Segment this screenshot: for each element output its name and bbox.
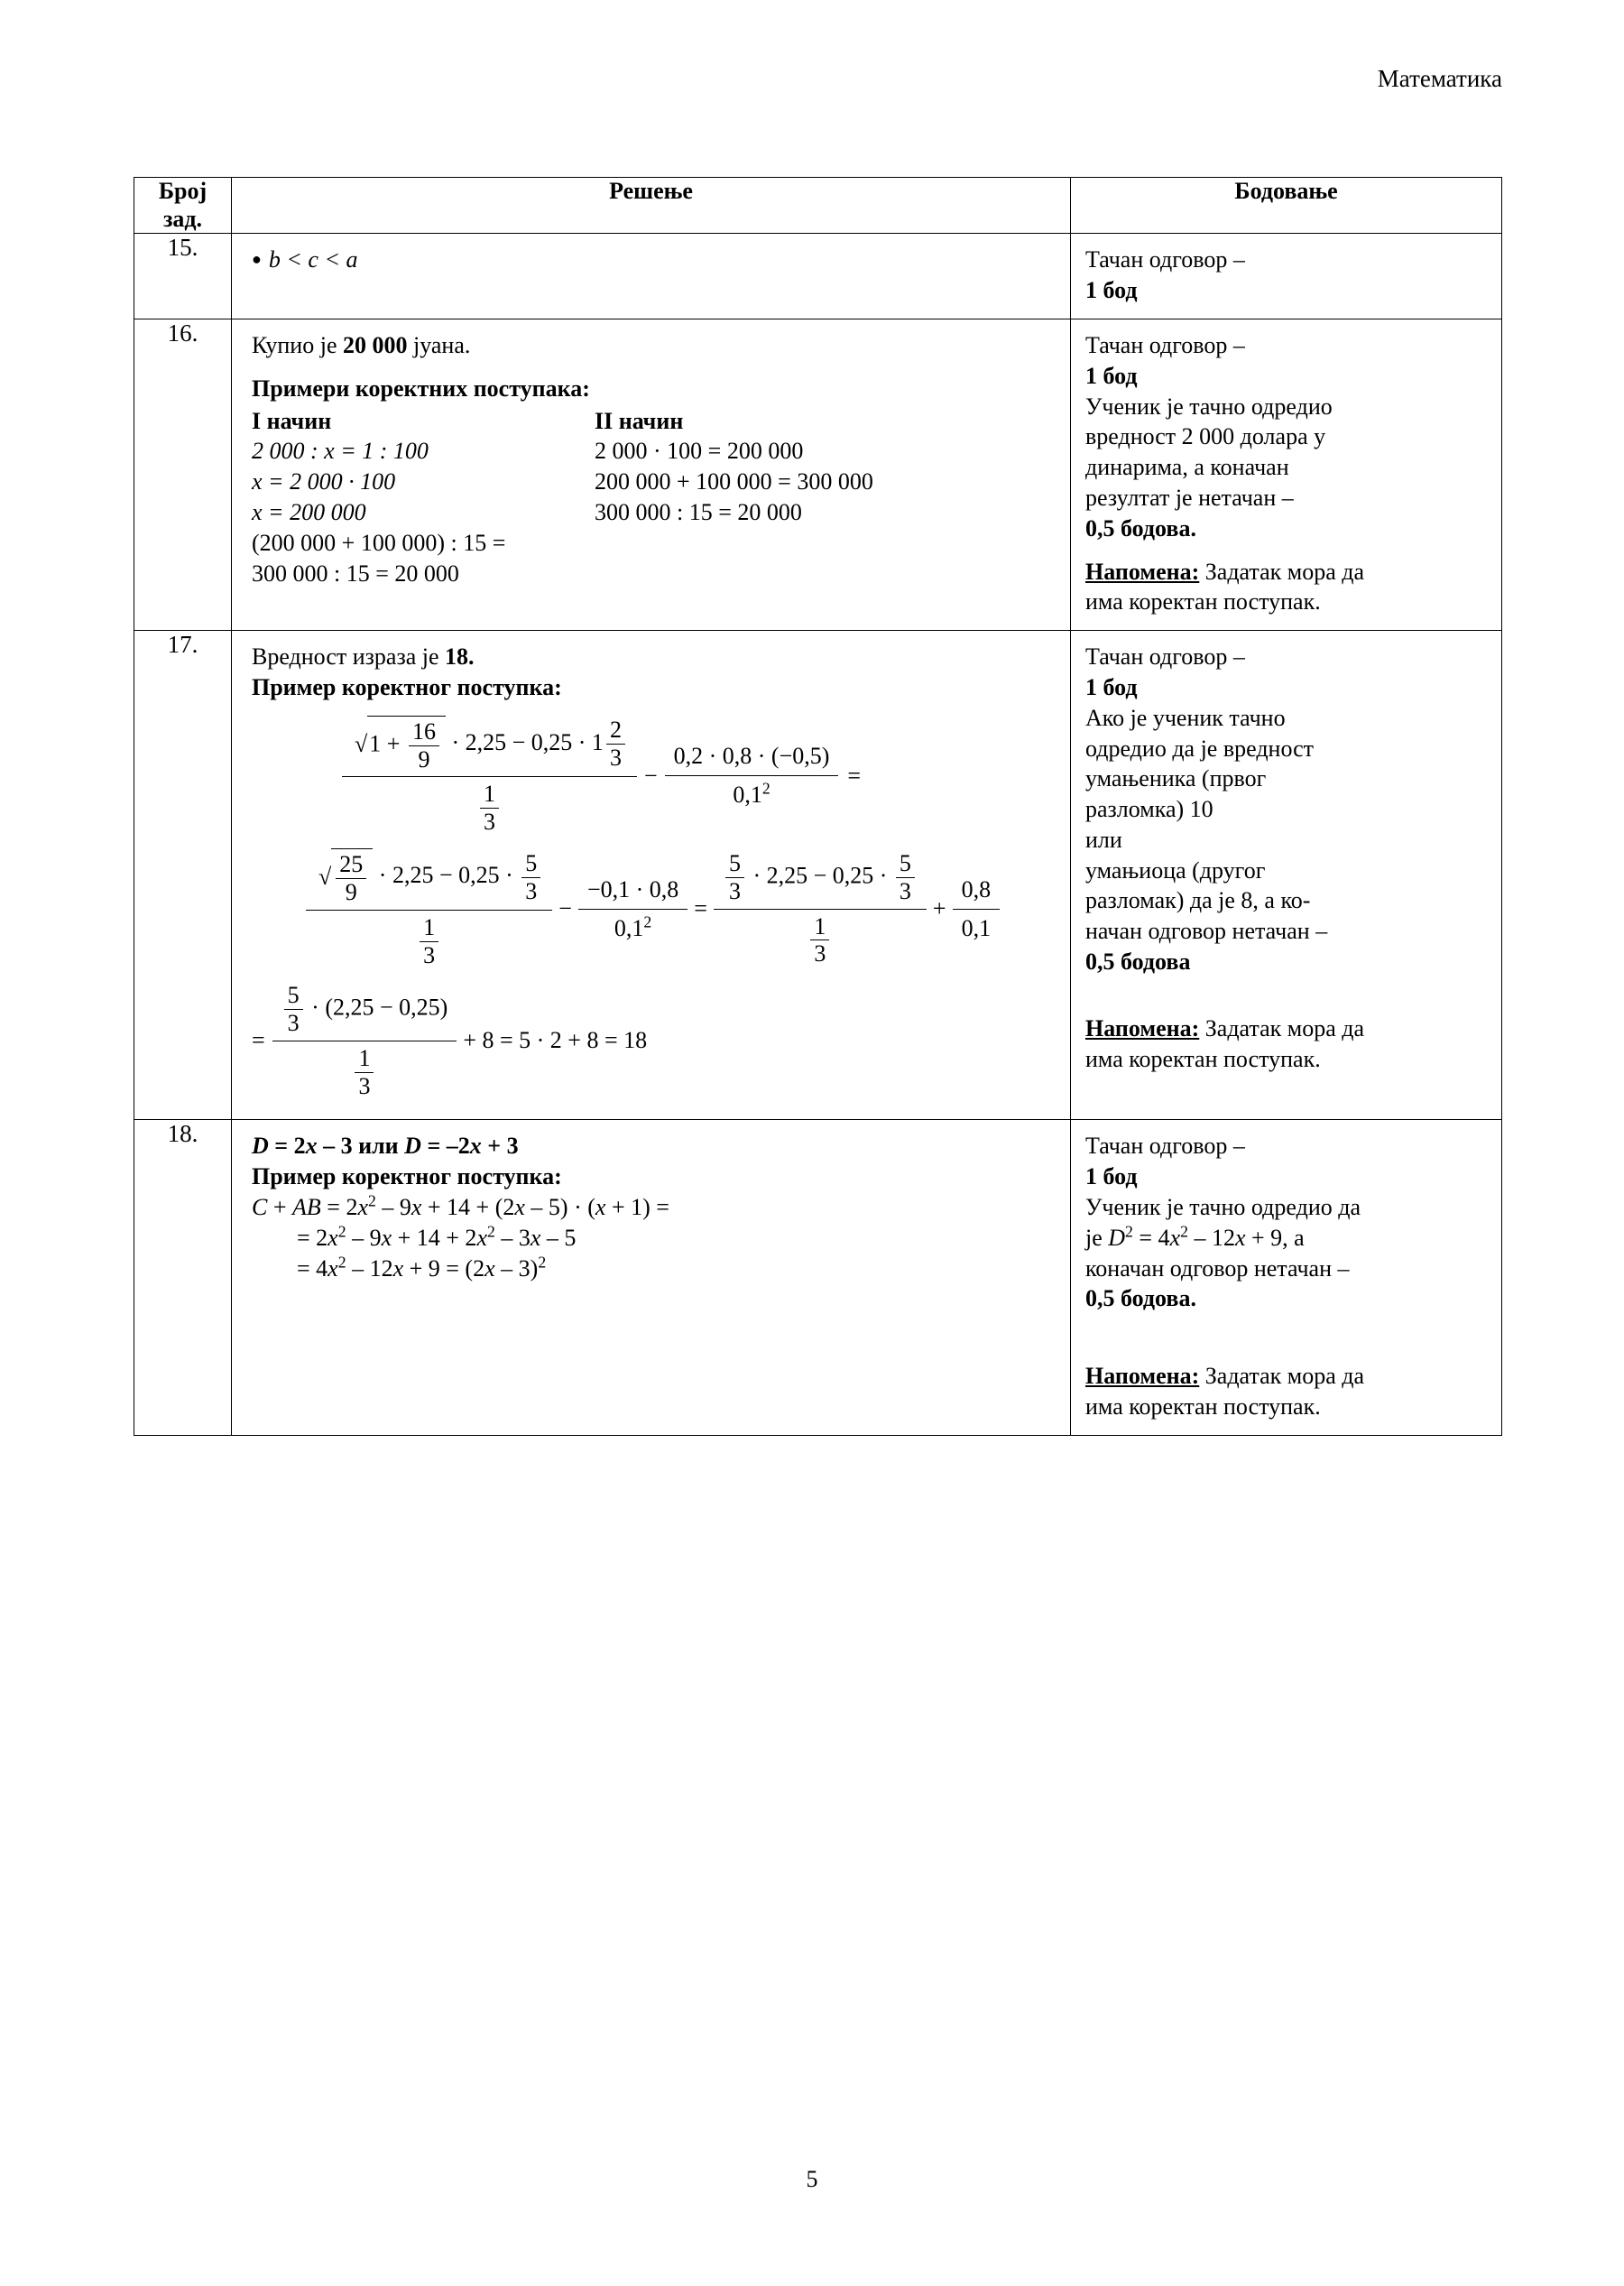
points-line: одредио да је вредност: [1085, 735, 1315, 762]
table-header-row: [134, 178, 1502, 234]
answer-line-17: [252, 642, 1061, 672]
note-label: Напомена:: [1085, 1363, 1200, 1390]
answer-suffix: јуана.: [412, 331, 471, 358]
note-line-18: [1085, 1361, 1489, 1392]
solution-cell-15: [232, 234, 1071, 319]
way-1-line: 300 000 : 15 = 20 000: [252, 560, 459, 587]
answer-value: 18.: [445, 643, 475, 671]
answer-prefix: Купио је: [252, 331, 337, 358]
note-text: Задатак мора да: [1199, 558, 1365, 585]
way-2-line: 200 000 + 100 000 = 300 000: [595, 468, 873, 495]
note-line-17: [1085, 1013, 1489, 1044]
points-line: разломка) 10: [1085, 796, 1213, 823]
header-cell-solution: Решење: [232, 178, 1071, 234]
table-row: [134, 631, 1502, 1120]
page-number: 5: [806, 2166, 818, 2192]
table-row: [134, 319, 1502, 630]
points-line: 1 бод: [1085, 362, 1138, 389]
header-cell-number: [134, 178, 232, 234]
answer-line-16: [252, 330, 1061, 361]
header-number-line2: зад.: [162, 205, 203, 232]
points-line: или: [1085, 826, 1122, 853]
expr2-fraction-2: $\frac{-0,1 \cdot 0,8}{0,1^2}$: [578, 875, 687, 944]
examples-title-16: Примери коректних поступака:: [252, 375, 590, 402]
grading-table: [134, 177, 1502, 1436]
table-row: [134, 1120, 1502, 1435]
sqrt-icon: √ $\frac{25}{9}$: [315, 848, 373, 906]
points-line: динарима, а коначан: [1085, 454, 1289, 481]
note-text-2: има коректан поступак.: [1085, 588, 1321, 615]
points-cell-15: [1071, 234, 1502, 319]
task-number: 15.: [134, 234, 232, 319]
points-line: резултат је нетачан –: [1085, 484, 1294, 511]
expression-line-2: √ $\frac{25}{9}$ · 2,25 − 0,25 · $\frac{5}{3}$ $\frac{1}{3}$ − $\frac{-0,1 \cdot 0,8}{0,1^2}$ = $\frac{5}{3}$ · 2,25 − 0,25 · $\frac{5}{3}$ $\frac{1}{3}$ + $\frac{0,8}{0,1}$: [252, 848, 1061, 969]
note-text-2: има коректан поступак.: [1085, 1393, 1321, 1420]
solution-cell-16: [232, 319, 1071, 630]
points-line: разломак) да је 8, а ко-: [1085, 887, 1311, 914]
sqrt-icon: √1 + $\frac{16}{9}$: [351, 716, 446, 773]
header-cell-points: Бодовање: [1071, 178, 1502, 234]
answer-prefix: Вредност израза је: [252, 643, 439, 671]
answer-line-18: D = 2x – 3 или D = –2x + 3: [252, 1133, 519, 1160]
points-line: 0,5 бодова.: [1085, 1285, 1196, 1312]
note-text: Задатак мора да: [1199, 1014, 1365, 1041]
expression-line-1: √1 + $\frac{16}{9}$ · 2,25 − 0,25 · 1 $\frac{2}{3}$ $\frac{1}{3}$ − $\frac{0,2 \cdot 0,8 \cdot (-0,5)}{0,1^2}$ =: [252, 716, 1061, 837]
expr1-main-fraction: [342, 716, 637, 837]
task-number: 18.: [134, 1120, 232, 1435]
points-line: Тачан одговор –: [1085, 1133, 1245, 1160]
step-line-18-3: = $4x^2 - 12x + 9 = (2x - 3)^2$: [297, 1252, 547, 1282]
page-header-subject: Математика: [1377, 65, 1502, 92]
points-cell-16: [1071, 319, 1502, 630]
points-line: умањиоца (другог: [1085, 856, 1266, 884]
note-line-16: [1085, 557, 1489, 588]
way-2-line: 2 000 · 100 = 200 000: [595, 438, 804, 465]
way-1-line: x = 200 000: [252, 498, 366, 525]
example-title-18: Пример коректног поступка:: [252, 1163, 562, 1190]
note-label: Напомена:: [1085, 558, 1200, 585]
way-1-line: (200 000 + 100 000) : 15 =: [252, 529, 506, 556]
points-line: Ако је ученик тачно: [1085, 704, 1286, 731]
procedure-way-2: [595, 406, 992, 589]
expr2-fraction-1: √ $\frac{25}{9}$ · 2,25 − 0,25 · $\frac{5}{3}$ $\frac{1}{3}$: [306, 848, 552, 969]
way-2-line: 300 000 : 15 = 20 000: [595, 498, 802, 525]
points-line: 1 бод: [1085, 1163, 1138, 1190]
way-1-line: 2 000 : x = 1 : 100: [252, 438, 429, 465]
bullet-icon: ●: [252, 250, 262, 269]
task-number: 17.: [134, 631, 232, 1120]
expression-line-3: = $\frac{5}{3}$ · (2,25 − 0,25) $\frac{1}{3}$ + 8 = 5 · 2 + 8 = 18: [252, 981, 648, 1099]
expr3-fraction: $\frac{5}{3}$ · (2,25 − 0,25) $\frac{1}{3}$: [272, 982, 457, 1100]
note-text: Задатак мора да: [1199, 1363, 1365, 1390]
points-line: начан одговор нетачан –: [1085, 918, 1328, 945]
points-cell-18: [1071, 1120, 1502, 1435]
way-1-line: x = 2 000 · 100: [252, 468, 396, 495]
table-row: [134, 234, 1502, 319]
answer-value: 20 000: [342, 331, 408, 358]
step-line-18-1: C + AB = $2x^2 - 9x + 14 + (2x - 5) \cdot (x + 1)$ =: [252, 1191, 669, 1220]
step-line-18-2: = $2x^2 - 9x + 14 + 2x^2 - 3x - 5$: [297, 1222, 577, 1251]
points-line: Тачан одговор –: [1085, 246, 1245, 273]
points-line: 0,5 бодова.: [1085, 514, 1196, 541]
task-number: 16.: [134, 319, 232, 630]
procedure-way-1: [252, 406, 595, 589]
way-1-title: I начин: [252, 407, 332, 434]
header-number-line1: Број: [158, 178, 208, 204]
procedure-columns-16: [252, 406, 1061, 589]
points-line: Тачан одговор –: [1085, 643, 1245, 671]
points-line: 0,5 бодова: [1085, 949, 1191, 976]
points-line: вредност 2 000 долара у: [1085, 423, 1326, 450]
points-line: коначан одговор нетачан –: [1085, 1254, 1350, 1282]
points-line: Ученик је тачно одредио: [1085, 393, 1333, 420]
expr1-denominator: $\frac{1}{3}$: [342, 777, 637, 836]
points-line: 1 бод: [1085, 277, 1138, 304]
expr1-numerator: √1 + $\frac{16}{9}$ · 2,25 − 0,25 · 1 $\frac{2}{3}$: [342, 716, 637, 778]
note-text-2: има коректан поступак.: [1085, 1045, 1321, 1072]
expr2-fraction-4: $\frac{0,8}{0,1}$: [953, 875, 1001, 944]
points-line: умањеника (првог: [1085, 765, 1267, 792]
answer-expression-15: b < c < a: [268, 246, 358, 273]
points-line-math: је $D^2 = 4x^2 - 12x + 9$, а: [1085, 1222, 1305, 1251]
note-label: Напомена:: [1085, 1014, 1200, 1041]
way-2-title: II начин: [595, 407, 684, 434]
solution-cell-18: [232, 1120, 1071, 1435]
expr2-fraction-3: $\frac{5}{3}$ · 2,25 − 0,25 · $\frac{5}{3}$ $\frac{1}{3}$: [714, 850, 927, 968]
points-line: Ученик је тачно одредио да: [1085, 1193, 1361, 1220]
points-line: 1 бод: [1085, 673, 1138, 700]
points-line: Тачан одговор –: [1085, 331, 1245, 358]
expr1-second-fraction: $\frac{0,2 \cdot 0,8 \cdot (-0,5)}{0,1^2}$: [665, 741, 839, 810]
example-title-17: Пример коректног поступка:: [252, 673, 562, 700]
solution-cell-17: [232, 631, 1071, 1120]
points-cell-17: [1071, 631, 1502, 1120]
